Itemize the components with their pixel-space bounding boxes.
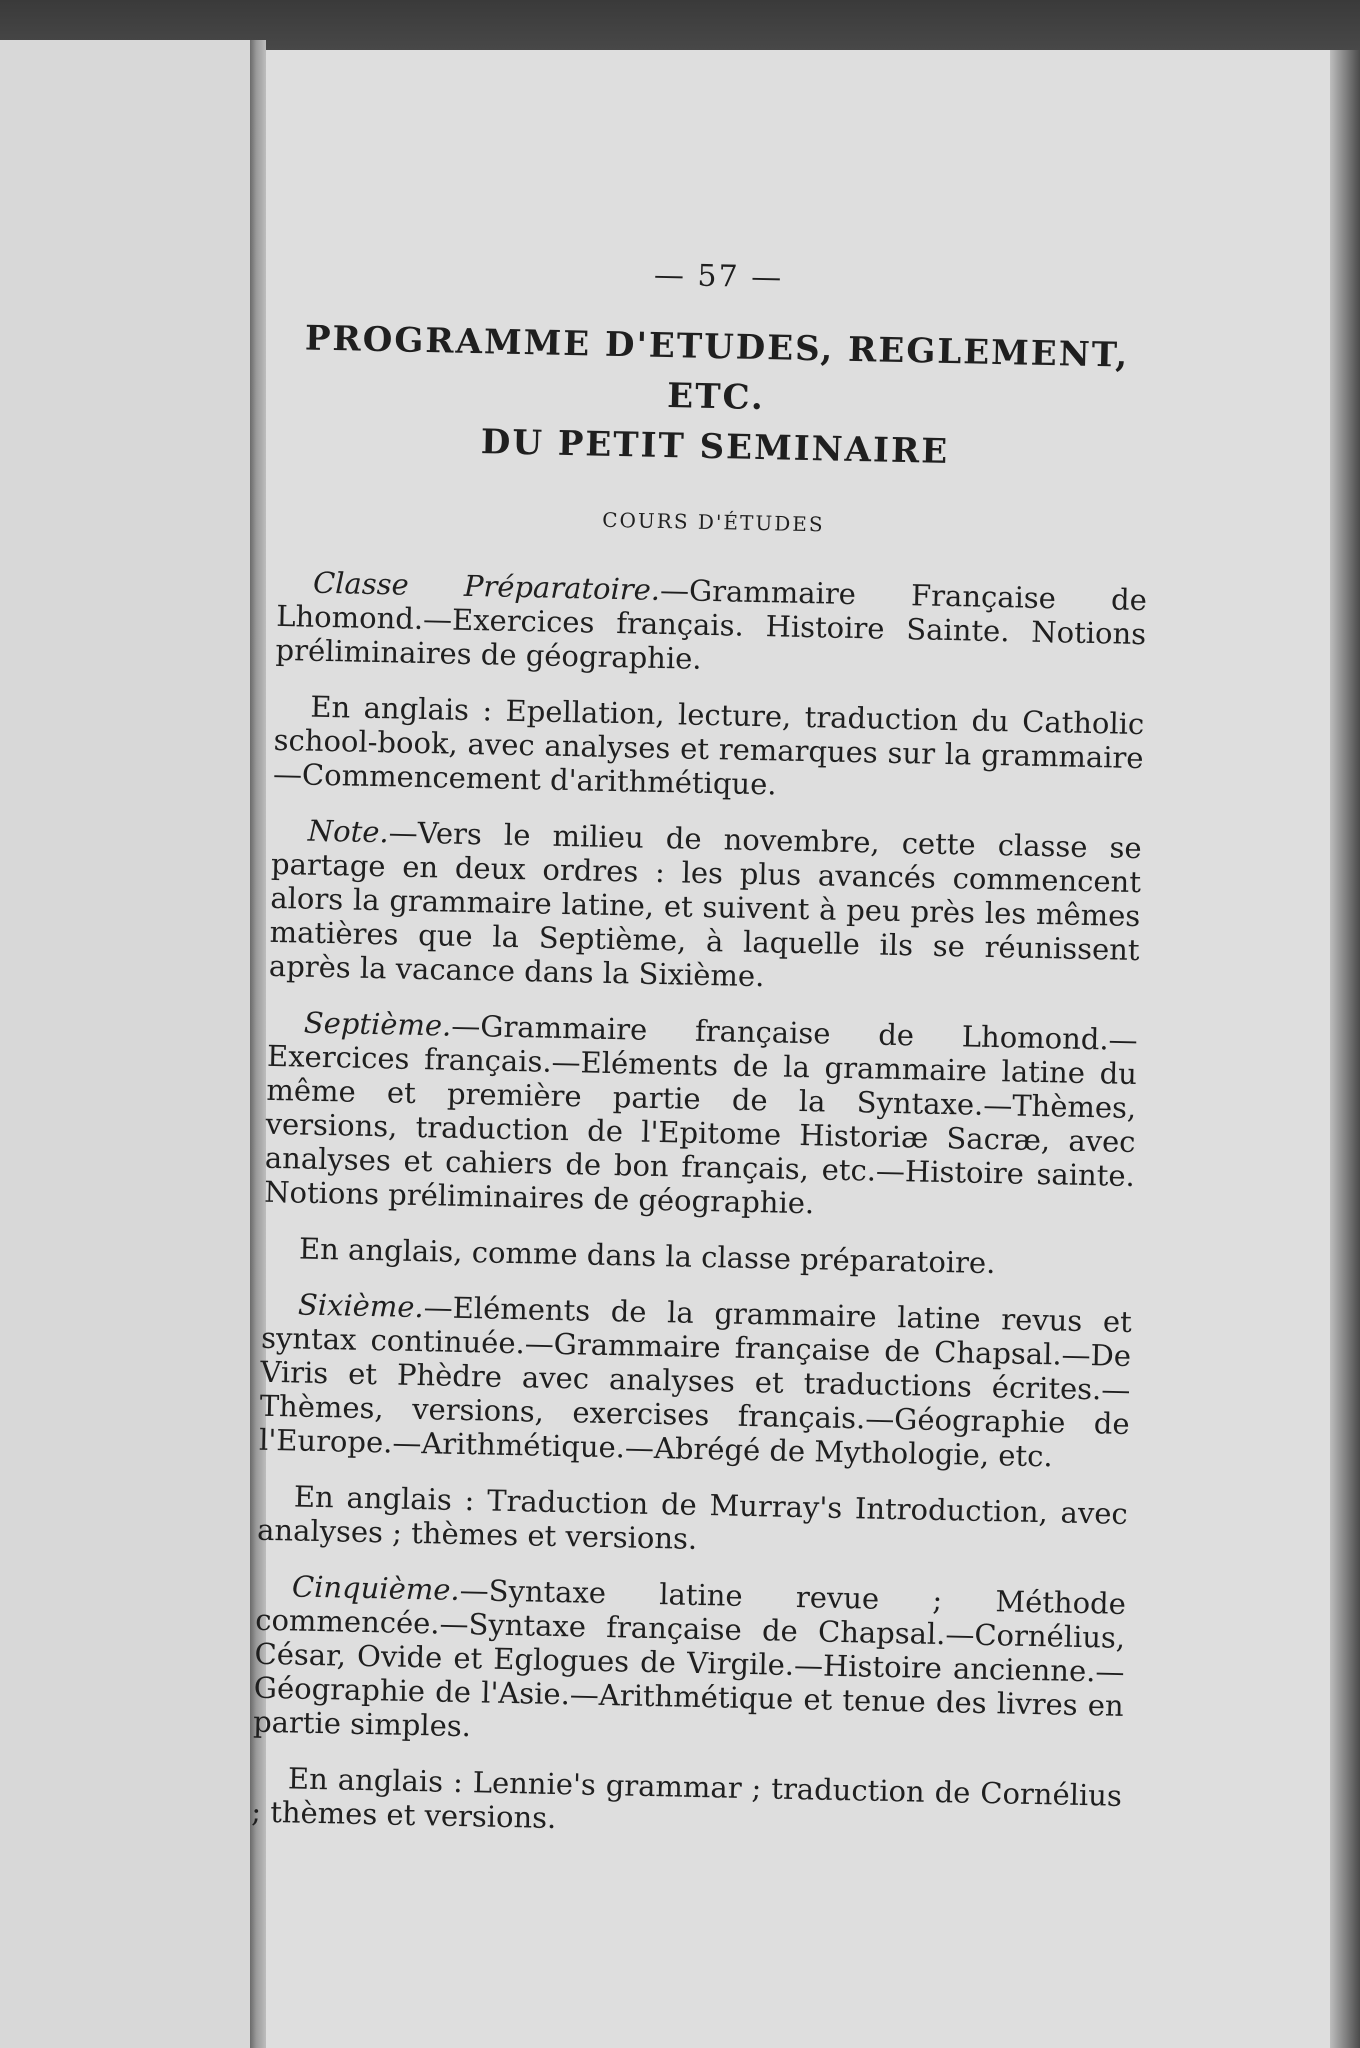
paragraph-lead: Cinquième.: [291, 1569, 461, 1607]
paragraph-note: [269, 813, 1142, 1001]
title-line-1: PROGRAMME D'ETUDES, REGLEMENT, ETC.: [304, 318, 1130, 419]
paragraph-text: —Eléments de la grammaire latine revus et syntax continuée.—Grammaire française de Chapsal.—De Viris et Phèdre avec analyses et traductions écrites.—Thèmes, versions, exercises français.—Géographie de l'Europe.—Arithmétique.—Abrégé de Mythologie, etc.: [258, 1290, 1133, 1474]
paragraph-text: —Syntaxe latine revue ; Méthode commencée.—Syntaxe française de Chapsal.—Cornélius, César, Ovide et Eglogues de Virgile.—Histoire ancienne.—Géographie de l'Asie.—Arithmétique et tenue des livres en partie simples.: [252, 1572, 1127, 1744]
paragraph-text: —Vers le milieu de novembre, cette classe se partage en deux ordres : les plus avancés commencent alors la grammaire latine, et suivent à peu près les mêmes matières que la Septième, à laquelle ils se réunissent après la vacance dans la Sixième.: [268, 815, 1143, 994]
paragraph-anglais-cinquieme: [251, 1761, 1122, 1847]
page-number: — 57 —: [653, 257, 784, 296]
paragraph-lead: Classe Préparatoire.: [312, 565, 661, 607]
paragraph-classe-preparatoire: [275, 565, 1147, 685]
paragraph-cinquieme: [253, 1569, 1126, 1757]
paragraph-anglais-sixieme: [257, 1479, 1128, 1565]
page-title: [280, 313, 1153, 481]
paragraph-text: En anglais : Lennie's grammar ; traduction de Cornélius ; thèmes et versions.: [250, 1761, 1123, 1836]
paragraph-text: —Grammaire Française de Lhomond.—Exercices français. Histoire Sainte. Notions préliminaires de géographie.: [275, 572, 1148, 676]
title-line-2: DU PETIT SEMINAIRE: [480, 422, 950, 472]
paragraph-text: En anglais : Epellation, lecture, traduction du Catholic school-book, avec analyses et remarques sur la grammaire—Commencement d'arithmétique.: [272, 689, 1145, 802]
paragraph-lead: Septième.: [303, 1005, 452, 1043]
facing-page-edge: [0, 40, 250, 2048]
paragraph-anglais-septieme: [263, 1231, 1134, 1283]
paragraph-text: En anglais, comme dans la classe préparatoire.: [298, 1231, 996, 1281]
paragraph-sixieme: [259, 1287, 1132, 1475]
paragraph-septieme: [264, 1005, 1138, 1227]
paragraph-lead: Note.: [307, 813, 390, 850]
page-right-edge: [1330, 50, 1360, 2048]
page-text-block: [250, 250, 1153, 1869]
paragraph-anglais-preparatoire: [273, 689, 1145, 809]
paragraph-text: —Grammaire française de Lhomond.—Exercices français.—Eléments de la grammaire latine du même et première partie de la Syntaxe.—Thèmes, versions, traduction de l'Epitome Historiæ Sacræ, avec analyses et cahiers de bon français, etc.—Histoire sainte. Notions préliminaires de géographie.: [263, 1008, 1138, 1221]
section-heading: COURS D'ÉTUDES: [601, 507, 825, 537]
paragraph-lead: Sixième.: [297, 1287, 425, 1325]
paragraph-text: En anglais : Traduction de Murray's Introduction, avec analyses ; thèmes et versions.: [256, 1479, 1129, 1556]
